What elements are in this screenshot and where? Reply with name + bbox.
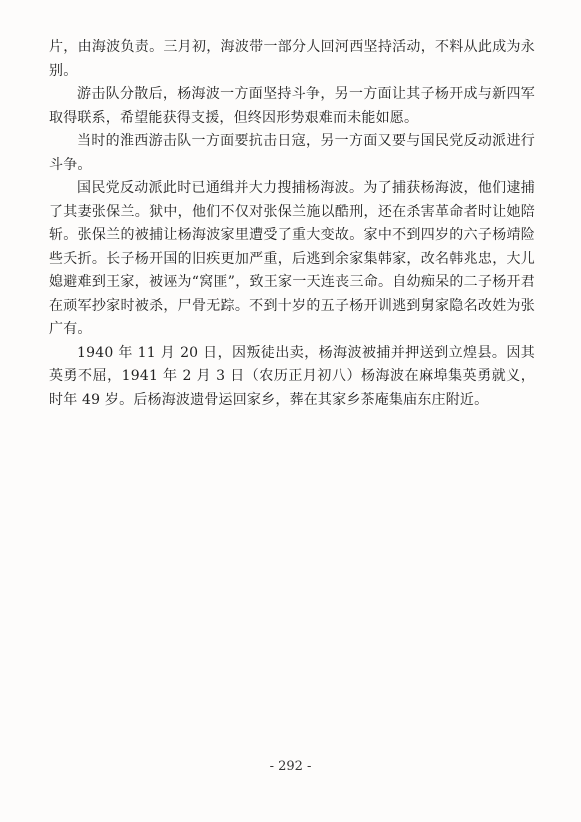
page-number: - 292 - xyxy=(269,759,312,774)
paragraph-family-persecution: 国民党反动派此时已通缉并大力搜捕杨海波。为了捕获杨海波，他们逮捕了其妻张保兰。狱中，他们不仅对张保兰施以酷刑，还在杀害革命者时让她陪斩。张保兰的被捕让杨海波家里遭受了重大变故。家中不到四岁的六子杨靖险些夭折。长子杨开国的旧疾更加严重，后逃到余家集韩家，改名韩兆忠，大儿媳避难到王家，被诬为“窝匪”，致王家一天连丧三命。自幼痴呆的二子杨开君在顽军抄家时被杀，尸骨无踪。不到十岁的五子杨开训逃到舅家隐名改姓为张广有。 xyxy=(49,180,535,337)
paragraph-guerrilla-dispersal: 游击队分散后，杨海波一方面坚持斗争，另一方面让其子杨开成与新四军取得联系，希望能获得支援，但终因形势艰难而未能如愿。 xyxy=(49,86,535,126)
body-text xyxy=(49,36,535,412)
paragraph-huaixi-guerrillas: 当时的淮西游击队一方面要抗击日寇，另一方面又要与国民党反动派进行斗争。 xyxy=(49,133,535,173)
paragraph-continuation: 片，由海波负责。三月初，海波带一部分人回河西坚持活动，不料从此成为永别。 xyxy=(49,39,535,79)
paragraph-capture-and-death: 1940 年 11 月 20 日，因叛徒出卖，杨海波被捕并押送到立煌县。因其英勇不屈，1941 年 2 月 3 日（农历正月初八）杨海波在麻埠集英勇就义，时年 49 岁。后杨海波遗骨运回家乡，葬在其家乡茶庵集庙东庄附近。 xyxy=(49,344,535,408)
